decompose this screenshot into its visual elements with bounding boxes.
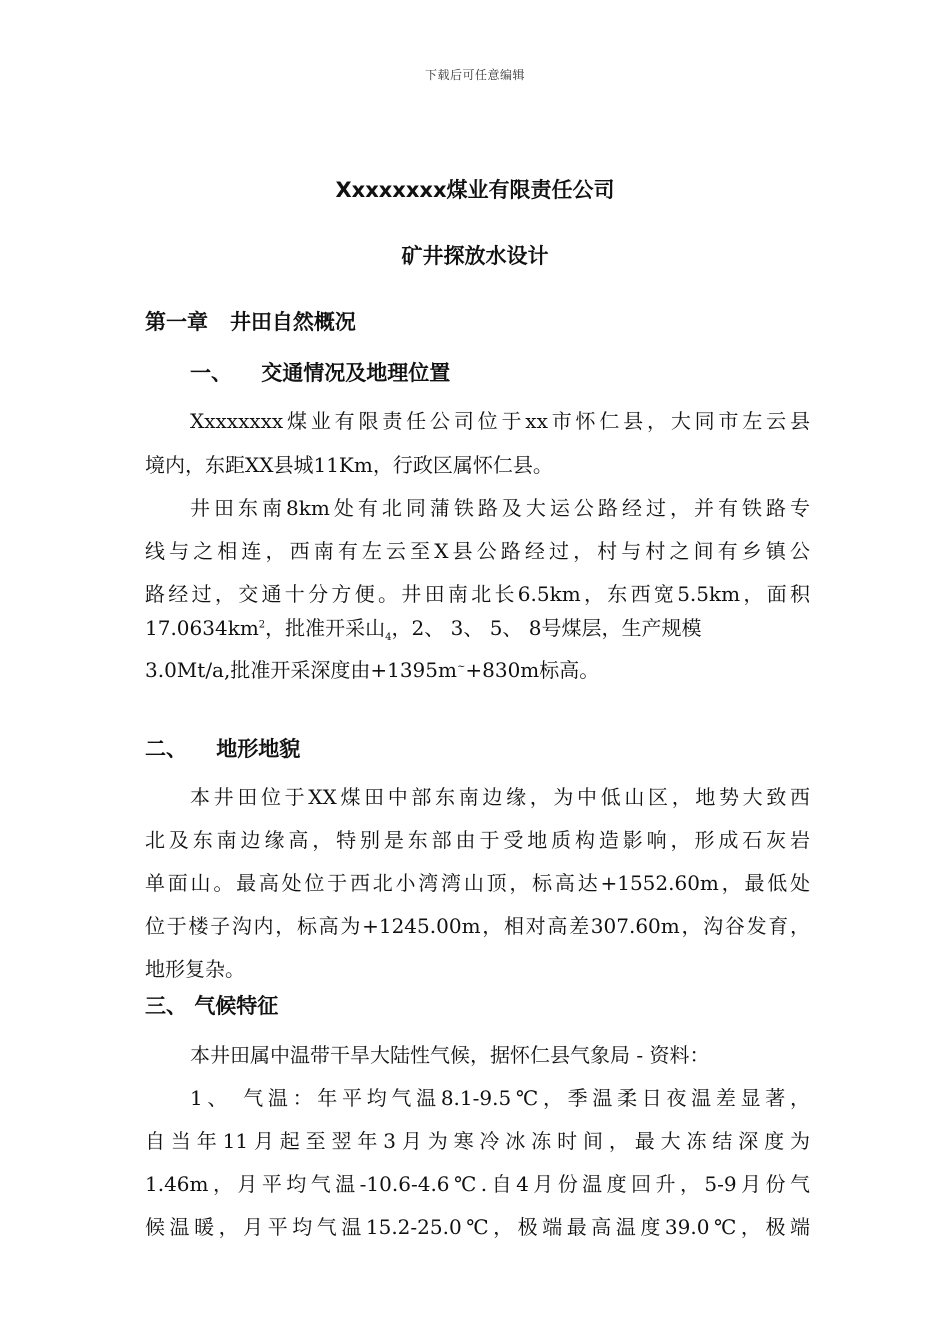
paragraph-line: 单面山。最高处位于西北小湾湾山顶，标高达+1552.60m，最低处 xyxy=(145,871,810,895)
section-heading-2 xyxy=(145,733,300,763)
paragraph-line: 本井田属中温带干旱大陆性气候，据怀仁县气象局 - 资料： xyxy=(190,1043,710,1067)
seam-subscript: 4 xyxy=(385,632,392,642)
document-title: 矿井探放水设计 xyxy=(401,244,549,268)
paragraph-line-area xyxy=(145,614,810,642)
section-number: 三、 xyxy=(145,994,187,1018)
depth-text-end: +830m标高。 xyxy=(465,658,600,682)
paragraph-line: 井田东南8km处有北同蒲铁路及大运公路经过，并有铁路专 xyxy=(190,496,810,520)
section-title: 地形地貌 xyxy=(216,737,301,761)
paragraph-line: 地形复杂。 xyxy=(145,957,245,981)
seam-text: ，2、 3、 5、 8号煤层，生产规模 xyxy=(391,616,702,640)
chapter-heading xyxy=(145,306,356,336)
paragraph-line: 位于楼子沟内，标高为+1245.00m，相对高差307.60m，沟谷发育， xyxy=(145,914,810,938)
section-number: 二、 xyxy=(145,737,187,761)
paragraph-line: 自当年11月起至翌年3月为寒冷冰冻时间，最大冻结深度为 xyxy=(145,1129,810,1153)
area-superscript: 2 xyxy=(258,619,266,631)
section-number: 一、 xyxy=(190,361,232,385)
paragraph-line: 候温暖，月平均气温15.2-25.0℃，极端最高温度39.0℃，极端 xyxy=(145,1215,810,1239)
paragraph-line: 1.46m，月平均气温-10.6-4.6℃.自4月份温度回升，5-9月份气 xyxy=(145,1172,810,1196)
paragraph-line: 1、 气温：年平均气温8.1-9.5℃，季温柔日夜温差显著， xyxy=(190,1086,810,1110)
depth-text: 3.0Mt/a,批准开采深度由+1395m xyxy=(145,658,457,682)
area-value: 17.0634km xyxy=(145,616,259,640)
paragraph-line: 路经过，交通十分方便。井田南北长6.5km，东西宽5.5km，面积 xyxy=(145,582,810,606)
paragraph-line: 北及东南边缘高，特别是东部由于受地质构造影响，形成石灰岩 xyxy=(145,828,810,852)
paragraph-line: Xxxxxxxx煤业有限责任公司位于xx市怀仁县，大同市左云县 xyxy=(190,409,810,433)
chapter-title: 井田自然概况 xyxy=(229,310,356,334)
header-note: 下载后可任意编辑 xyxy=(424,68,525,82)
area-text: ，批准开采山 xyxy=(265,616,386,640)
section-heading-3 xyxy=(145,990,278,1020)
paragraph-line: 境内，东距XX县城11Km，行政区属怀仁县。 xyxy=(145,453,553,477)
paragraph-line-depth xyxy=(145,656,810,684)
section-heading-1 xyxy=(190,357,450,387)
paragraph-line: 本井田位于XX煤田中部东南边缘，为中低山区，地势大致西 xyxy=(190,785,810,809)
company-title: Xxxxxxxx煤业有限责任公司 xyxy=(335,178,615,202)
section-title: 交通情况及地理位置 xyxy=(261,361,451,385)
depth-tilde: ~ xyxy=(456,661,466,673)
section-title: 气候特征 xyxy=(194,994,279,1018)
paragraph-line: 线与之相连，西南有左云至X县公路经过，村与村之间有乡镇公 xyxy=(145,539,810,563)
chapter-label: 第一章 xyxy=(145,310,208,334)
